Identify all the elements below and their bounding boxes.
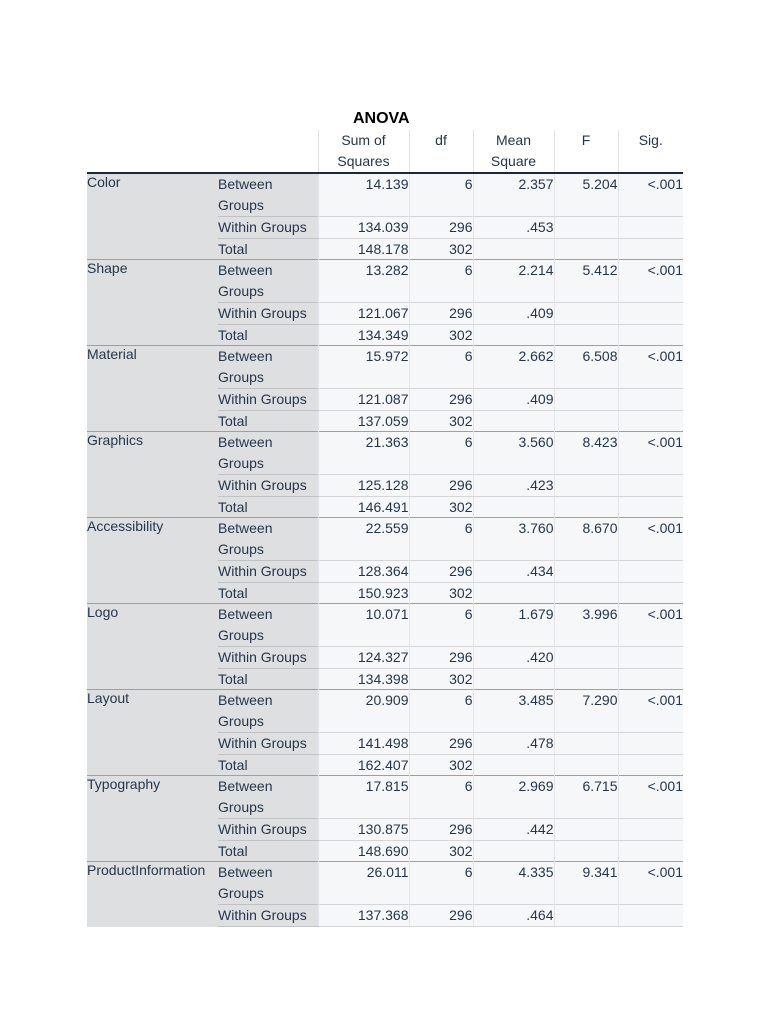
source-label: Total	[218, 583, 318, 604]
mean-square-cell	[473, 411, 554, 432]
source-label: Within Groups	[218, 561, 318, 583]
sum-of-squares-cell: 124.327	[318, 647, 409, 669]
source-label: Between Groups	[218, 862, 318, 905]
f-cell	[554, 905, 618, 927]
f-cell	[554, 755, 618, 776]
mean-square-cell: 3.560	[473, 432, 554, 475]
source-label: Total	[218, 669, 318, 690]
sig-cell	[618, 669, 683, 690]
mean-square-cell: 2.969	[473, 776, 554, 819]
sig-cell	[618, 217, 683, 239]
df-cell: 302	[409, 239, 473, 260]
sum-of-squares-cell: 134.398	[318, 669, 409, 690]
sum-of-squares-cell: 121.087	[318, 389, 409, 411]
sig-cell	[618, 325, 683, 346]
source-label: Between Groups	[218, 518, 318, 561]
sig-cell	[618, 733, 683, 755]
sig-cell	[618, 475, 683, 497]
mean-square-cell: .464	[473, 905, 554, 927]
header-mean-square-line1: Mean	[495, 132, 532, 148]
source-label: Within Groups	[218, 647, 318, 669]
sig-cell: <.001	[618, 260, 683, 303]
source-label: Between Groups	[218, 346, 318, 389]
table-row	[87, 776, 683, 819]
f-cell	[554, 217, 618, 239]
sig-cell: <.001	[618, 518, 683, 561]
df-cell: 6	[409, 604, 473, 647]
df-cell: 6	[409, 776, 473, 819]
sig-cell: <.001	[618, 346, 683, 389]
f-cell: 6.715	[554, 776, 618, 819]
mean-square-cell: 2.357	[473, 173, 554, 217]
df-cell: 296	[409, 819, 473, 841]
variable-label: Logo	[87, 604, 218, 690]
table-row	[87, 604, 683, 647]
f-cell	[554, 475, 618, 497]
sum-of-squares-cell: 148.690	[318, 841, 409, 862]
df-cell: 296	[409, 303, 473, 325]
df-cell: 302	[409, 841, 473, 862]
df-cell: 6	[409, 260, 473, 303]
header-sum-of-squares	[318, 130, 409, 173]
variable-label: Color	[87, 173, 218, 260]
variable-label: Material	[87, 346, 218, 432]
table-row	[87, 346, 683, 389]
table-row	[87, 173, 683, 217]
f-cell	[554, 325, 618, 346]
variable-label: Typography	[87, 776, 218, 862]
sum-of-squares-cell: 162.407	[318, 755, 409, 776]
sig-cell	[618, 841, 683, 862]
sig-cell: <.001	[618, 432, 683, 475]
f-cell: 5.412	[554, 260, 618, 303]
sum-of-squares-cell: 148.178	[318, 239, 409, 260]
mean-square-cell: 4.335	[473, 862, 554, 905]
table-row	[87, 260, 683, 303]
f-cell: 6.508	[554, 346, 618, 389]
sum-of-squares-cell: 121.067	[318, 303, 409, 325]
f-cell: 7.290	[554, 690, 618, 733]
mean-square-cell: 2.662	[473, 346, 554, 389]
sum-of-squares-cell: 10.071	[318, 604, 409, 647]
header-mean-square-line2: Square	[490, 153, 537, 169]
variable-label: Accessibility	[87, 518, 218, 604]
table-title: ANOVA	[353, 110, 410, 127]
mean-square-cell: .423	[473, 475, 554, 497]
mean-square-cell: .409	[473, 303, 554, 325]
mean-square-cell: 3.760	[473, 518, 554, 561]
source-label: Within Groups	[218, 475, 318, 497]
f-cell	[554, 647, 618, 669]
sig-cell: <.001	[618, 690, 683, 733]
mean-square-cell	[473, 669, 554, 690]
sum-of-squares-cell: 141.498	[318, 733, 409, 755]
source-label: Total	[218, 411, 318, 432]
df-cell: 302	[409, 325, 473, 346]
source-label: Within Groups	[218, 819, 318, 841]
df-cell: 296	[409, 647, 473, 669]
source-label: Within Groups	[218, 905, 318, 927]
sig-cell	[618, 561, 683, 583]
df-cell: 302	[409, 583, 473, 604]
table-row	[87, 518, 683, 561]
df-cell: 296	[409, 475, 473, 497]
variable-label: Shape	[87, 260, 218, 346]
sum-of-squares-cell: 20.909	[318, 690, 409, 733]
mean-square-cell: .434	[473, 561, 554, 583]
header-mean-square	[473, 130, 554, 173]
header-blank-source	[218, 130, 318, 173]
mean-square-cell	[473, 841, 554, 862]
f-cell	[554, 841, 618, 862]
f-cell: 9.341	[554, 862, 618, 905]
f-cell	[554, 411, 618, 432]
sum-of-squares-cell: 21.363	[318, 432, 409, 475]
sig-cell	[618, 389, 683, 411]
df-cell: 302	[409, 497, 473, 518]
df-cell: 302	[409, 755, 473, 776]
source-label: Within Groups	[218, 303, 318, 325]
sig-cell: <.001	[618, 776, 683, 819]
sig-cell: <.001	[618, 604, 683, 647]
df-cell: 302	[409, 669, 473, 690]
sum-of-squares-cell: 137.059	[318, 411, 409, 432]
table-row	[87, 862, 683, 905]
mean-square-cell	[473, 497, 554, 518]
source-label: Within Groups	[218, 217, 318, 239]
mean-square-cell: 3.485	[473, 690, 554, 733]
source-label: Between Groups	[218, 260, 318, 303]
source-label: Between Groups	[218, 776, 318, 819]
table-body	[87, 173, 683, 927]
source-label: Total	[218, 497, 318, 518]
sig-cell	[618, 755, 683, 776]
f-cell	[554, 561, 618, 583]
sum-of-squares-cell: 128.364	[318, 561, 409, 583]
sum-of-squares-cell: 125.128	[318, 475, 409, 497]
source-label: Between Groups	[218, 690, 318, 733]
df-cell: 6	[409, 346, 473, 389]
sig-cell	[618, 303, 683, 325]
mean-square-cell: .409	[473, 389, 554, 411]
header-sum-of-squares-line2: Squares	[337, 153, 390, 169]
header-df: df	[409, 130, 473, 173]
header-sum-of-squares-line1: Sum of	[341, 132, 386, 148]
f-cell: 3.996	[554, 604, 618, 647]
sum-of-squares-cell: 14.139	[318, 173, 409, 217]
mean-square-cell	[473, 755, 554, 776]
source-label: Total	[218, 325, 318, 346]
f-cell: 5.204	[554, 173, 618, 217]
source-label: Total	[218, 239, 318, 260]
df-cell: 6	[409, 173, 473, 217]
header-blank-variable	[87, 130, 218, 173]
sig-cell	[618, 583, 683, 604]
sum-of-squares-cell: 134.039	[318, 217, 409, 239]
f-cell	[554, 389, 618, 411]
df-cell: 6	[409, 690, 473, 733]
f-cell	[554, 583, 618, 604]
df-cell: 296	[409, 217, 473, 239]
sum-of-squares-cell: 146.491	[318, 497, 409, 518]
df-cell: 302	[409, 411, 473, 432]
sum-of-squares-cell: 17.815	[318, 776, 409, 819]
variable-label: Graphics	[87, 432, 218, 518]
sum-of-squares-cell: 13.282	[318, 260, 409, 303]
mean-square-cell: .420	[473, 647, 554, 669]
mean-square-cell: .478	[473, 733, 554, 755]
sum-of-squares-cell: 22.559	[318, 518, 409, 561]
header-sig: Sig.	[618, 130, 683, 173]
mean-square-cell: 2.214	[473, 260, 554, 303]
source-label: Total	[218, 841, 318, 862]
sum-of-squares-cell: 130.875	[318, 819, 409, 841]
f-cell: 8.423	[554, 432, 618, 475]
df-cell: 6	[409, 862, 473, 905]
f-cell: 8.670	[554, 518, 618, 561]
table-row	[87, 690, 683, 733]
sig-cell	[618, 411, 683, 432]
variable-label: ProductInformation	[87, 862, 218, 927]
mean-square-cell: .453	[473, 217, 554, 239]
sig-cell	[618, 905, 683, 927]
sum-of-squares-cell: 15.972	[318, 346, 409, 389]
f-cell	[554, 733, 618, 755]
df-cell: 6	[409, 518, 473, 561]
sig-cell	[618, 647, 683, 669]
f-cell	[554, 819, 618, 841]
sig-cell: <.001	[618, 173, 683, 217]
source-label: Between Groups	[218, 604, 318, 647]
sum-of-squares-cell: 26.011	[318, 862, 409, 905]
df-cell: 296	[409, 733, 473, 755]
mean-square-cell: .442	[473, 819, 554, 841]
sig-cell	[618, 819, 683, 841]
source-label: Within Groups	[218, 733, 318, 755]
table-header	[87, 130, 683, 173]
mean-square-cell: 1.679	[473, 604, 554, 647]
df-cell: 296	[409, 389, 473, 411]
mean-square-cell	[473, 239, 554, 260]
f-cell	[554, 497, 618, 518]
variable-label: Layout	[87, 690, 218, 776]
source-label: Between Groups	[218, 173, 318, 217]
source-label: Between Groups	[218, 432, 318, 475]
mean-square-cell	[473, 325, 554, 346]
mean-square-cell	[473, 583, 554, 604]
sig-cell	[618, 497, 683, 518]
sum-of-squares-cell: 150.923	[318, 583, 409, 604]
f-cell	[554, 303, 618, 325]
df-cell: 296	[409, 905, 473, 927]
table-row	[87, 432, 683, 475]
source-label: Within Groups	[218, 389, 318, 411]
sum-of-squares-cell: 137.368	[318, 905, 409, 927]
f-cell	[554, 239, 618, 260]
df-cell: 296	[409, 561, 473, 583]
sum-of-squares-cell: 134.349	[318, 325, 409, 346]
anova-table	[87, 130, 683, 927]
sig-cell: <.001	[618, 862, 683, 905]
source-label: Total	[218, 755, 318, 776]
f-cell	[554, 669, 618, 690]
sig-cell	[618, 239, 683, 260]
header-f: F	[554, 130, 618, 173]
df-cell: 6	[409, 432, 473, 475]
